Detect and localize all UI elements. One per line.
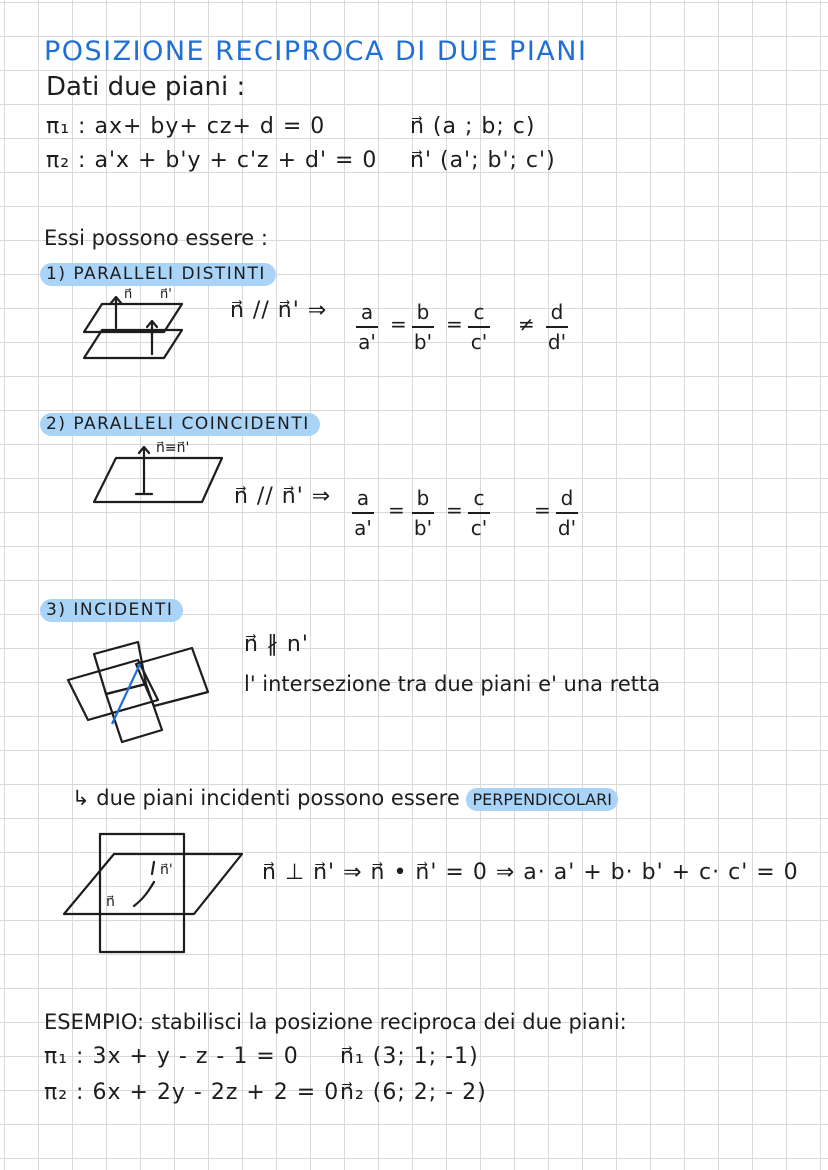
fraction-a: a a' xyxy=(356,300,378,354)
perpendicular-highlight: PERPENDICOLARI xyxy=(466,788,617,811)
plane-1-normal: n⃗ (a ; b; c) xyxy=(410,114,536,139)
fraction-b: b b' xyxy=(413,486,433,540)
fraction-d: d d' xyxy=(547,300,567,354)
example-plane-1-equation: π₁ : 3x + y - z - 1 = 0 xyxy=(44,1044,299,1069)
perpendicular-planes-diagram xyxy=(64,834,244,954)
section-1-heading: 1) PARALLELI DISTINTI xyxy=(40,263,276,286)
plane-2-normal: n⃗' (a'; b'; c') xyxy=(410,148,556,173)
essi-text: Essi possono essere : xyxy=(44,226,268,250)
fraction-c: c c' xyxy=(468,486,490,540)
incident-planes-diagram xyxy=(66,640,216,750)
example-plane-2-normal: n⃗₂ (6; 2; - 2) xyxy=(340,1080,487,1105)
fraction-a: a a' xyxy=(352,486,374,540)
perpendicular-formula: n⃗ ⊥ n⃗' ⇒ n⃗ • n⃗' = 0 ⇒ a· a' + b· b' + c· c' = 0 xyxy=(262,860,799,885)
equals-sign: = xyxy=(534,498,551,522)
parallel-distinct-planes-diagram xyxy=(80,288,200,368)
not-equal-sign: ≠ xyxy=(518,312,535,336)
section-2-heading: 2) PARALLELI COINCIDENTI xyxy=(40,413,320,436)
page-title: POSIZIONE RECIPROCA DI DUE PIANI xyxy=(44,36,588,67)
fraction-d: d d' xyxy=(557,486,577,540)
section-1-condition: n⃗ // n⃗' ⇒ xyxy=(230,298,328,323)
diagram-perp-n-label: n⃗ xyxy=(106,894,115,910)
section-3-line-2: l' intersezione tra due piani e' una retta xyxy=(244,672,661,696)
fraction-c: c c' xyxy=(468,300,490,354)
coincident-planes-diagram xyxy=(90,436,230,506)
section-3-line-1: n⃗ ∦ n' xyxy=(244,632,309,657)
plane-1-equation: π₁ : ax+ by+ cz+ d = 0 xyxy=(46,114,326,139)
perpendicular-intro: ↳ due piani incidenti possono essere PERPENDICOLARI xyxy=(72,788,618,809)
diagram-normal-n-prime-label: n⃗' xyxy=(160,287,172,302)
plane-2-equation: π₂ : a'x + b'y + c'z + d' = 0 xyxy=(46,148,378,173)
equals-sign: = xyxy=(446,498,463,522)
equals-sign: = xyxy=(390,312,407,336)
diagram-perp-n-prime-label: n⃗' xyxy=(160,862,173,878)
equals-sign: = xyxy=(446,312,463,336)
diagram-normal-n-label: n⃗ xyxy=(124,287,133,302)
section-2-condition: n⃗ // n⃗' ⇒ xyxy=(234,484,332,509)
example-prompt: ESEMPIO: stabilisci la posizione reciproca dei due piani: xyxy=(44,1010,627,1034)
equals-sign: = xyxy=(388,498,405,522)
example-plane-2-equation: π₂ : 6x + 2y - 2z + 2 = 0 xyxy=(44,1080,340,1105)
diagram-coincident-label: n⃗≡n⃗' xyxy=(156,440,190,456)
section-3-heading: 3) INCIDENTI xyxy=(40,599,183,622)
fraction-b: b b' xyxy=(413,300,433,354)
example-plane-1-normal: n⃗₁ (3; 1; -1) xyxy=(340,1044,479,1069)
intro-text: Dati due piani : xyxy=(46,72,246,102)
